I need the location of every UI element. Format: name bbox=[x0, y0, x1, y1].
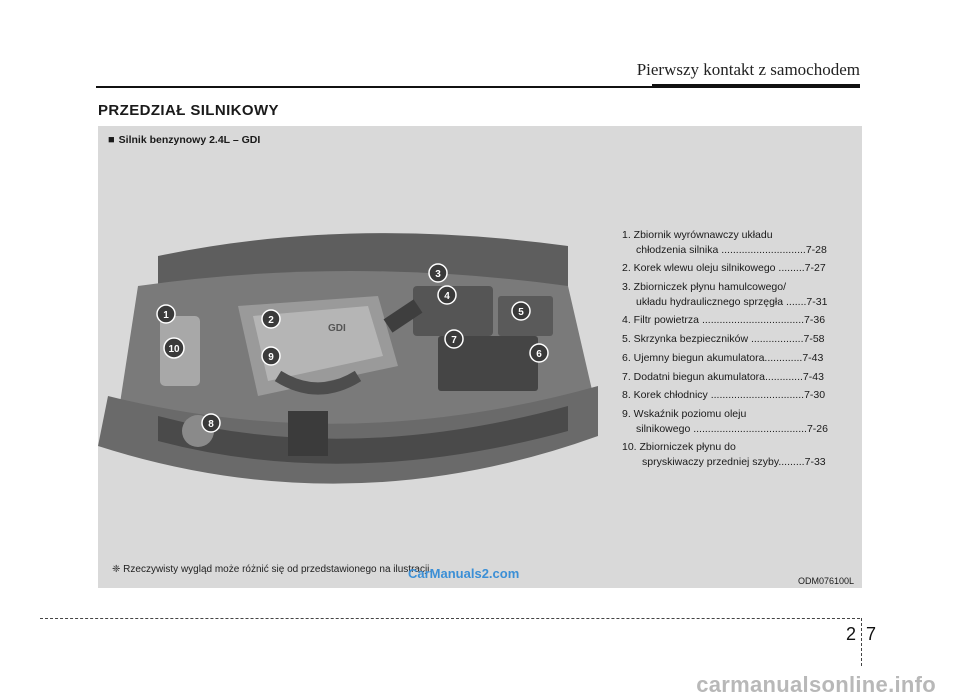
svg-text:9: 9 bbox=[268, 352, 274, 363]
svg-text:2: 2 bbox=[268, 315, 274, 326]
svg-text:4: 4 bbox=[444, 291, 450, 302]
legend-item-1: 1. Zbiornik wyrównawczy układu chłodzenia silnika .............................7-28 bbox=[622, 229, 827, 256]
legend-item-8: 8. Korek chłodnicy ................................7-30 bbox=[622, 389, 826, 402]
legend-item-7: 7. Dodatni biegun akumulatora.............7-43 bbox=[622, 370, 824, 383]
callout-9 bbox=[262, 347, 280, 365]
svg-text:5: 5 bbox=[518, 307, 524, 318]
svg-text:6: 6 bbox=[536, 349, 542, 360]
legend-item-6: 6. Ujemny biegun akumulatora.............7-43 bbox=[622, 351, 824, 364]
header-rule-accent bbox=[652, 84, 860, 88]
watermark-carmanualsonline: carmanualsonline.info bbox=[696, 672, 936, 697]
legend-item-5: 5. Skrzynka bezpieczników ..................7-58 bbox=[622, 333, 825, 346]
callout-1 bbox=[157, 305, 175, 323]
svg-text:10: 10 bbox=[168, 344, 180, 355]
engine-cover-badge: GDI bbox=[328, 323, 346, 334]
section-title: PRZEDZIAŁ SILNIKOWY bbox=[98, 102, 279, 119]
image-code: ODM076100L bbox=[797, 576, 854, 586]
footer-rule bbox=[40, 618, 860, 619]
component-legend bbox=[622, 228, 854, 474]
engine-figure-panel bbox=[98, 126, 862, 588]
legend-item-9: 9. Wskaźnik poziomu oleju silnikowego .......................................7-26 bbox=[622, 407, 828, 435]
callout-10 bbox=[164, 338, 184, 358]
svg-text:1: 1 bbox=[163, 310, 169, 321]
figure-subtitle-text: Silnik benzynowy 2.4L – GDI bbox=[118, 134, 261, 146]
legend-item-2: 2. Korek wlewu oleju silnikowego .........7-27 bbox=[622, 262, 826, 275]
callout-7 bbox=[445, 330, 463, 348]
illustration-footnote: ❈ Rzeczywisty wygląd może różnić się od przedstawionego na ilustracji. bbox=[112, 564, 433, 575]
callout-2 bbox=[262, 310, 280, 328]
square-bullet-icon: ■ bbox=[108, 134, 115, 146]
callout-3 bbox=[429, 264, 447, 282]
chapter-title: Pierwszy kontakt z samochodem bbox=[636, 60, 860, 79]
svg-text:3: 3 bbox=[435, 269, 441, 280]
legend-item-3: 3. Zbiorniczek płynu hamulcowego/ układu hydraulicznego sprzęgła .......7-31 bbox=[622, 281, 828, 308]
svg-text:7: 7 bbox=[451, 335, 457, 346]
svg-text:8: 8 bbox=[208, 419, 214, 430]
callout-5 bbox=[512, 302, 530, 320]
legend-item-4: 4. Filtr powietrza ...................................7-36 bbox=[622, 314, 826, 327]
figure-subtitle bbox=[108, 134, 260, 146]
legend-item-10: 10. Zbiorniczek płynu do spryskiwaczy przedniej szyby.........7-33 bbox=[622, 441, 826, 468]
callout-8 bbox=[202, 414, 220, 432]
callout-6 bbox=[530, 344, 548, 362]
page-chapter-number: 2 bbox=[846, 624, 857, 644]
watermark-carmanuals2: CarManuals2.com bbox=[408, 566, 520, 581]
page-number: 7 bbox=[866, 624, 877, 644]
page-number-divider bbox=[861, 618, 862, 666]
callout-4 bbox=[438, 286, 456, 304]
